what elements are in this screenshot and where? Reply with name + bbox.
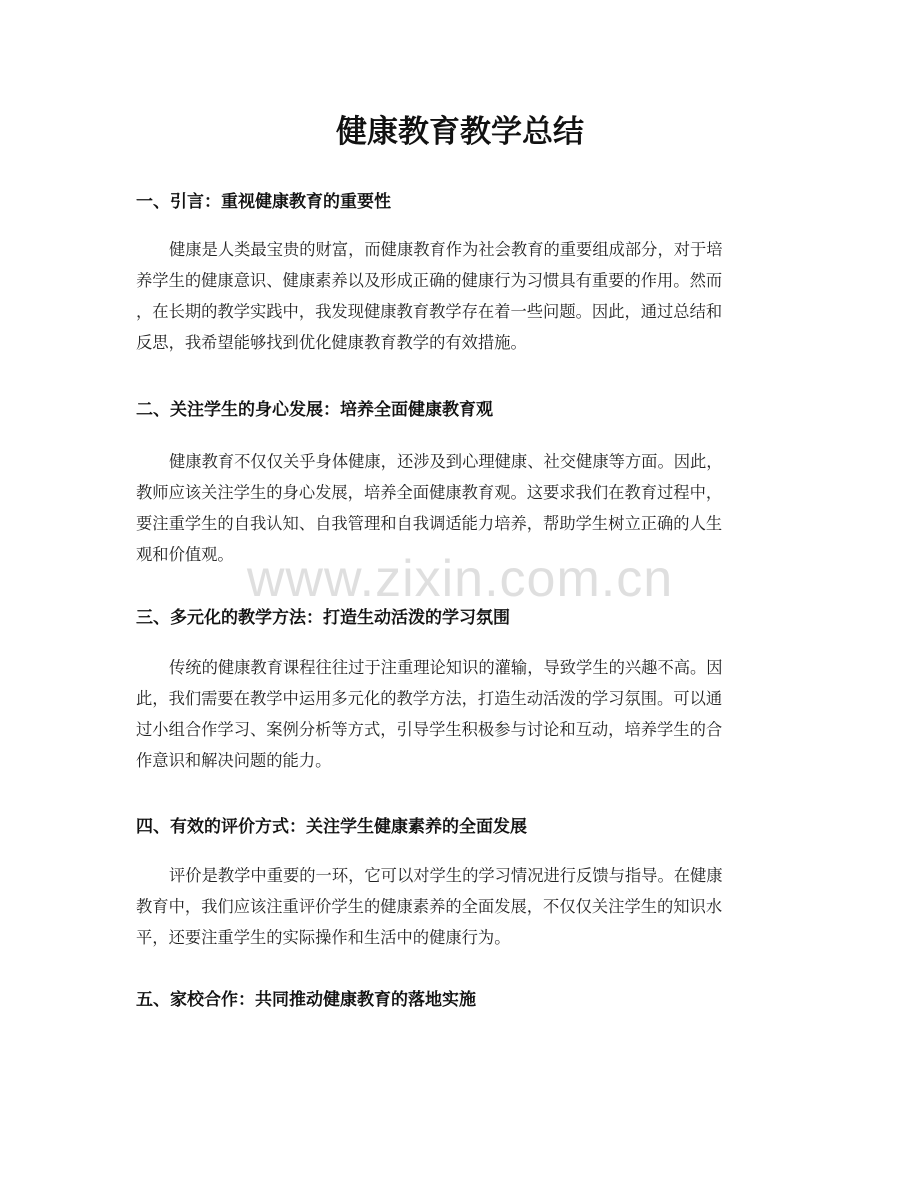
section-heading-2: 二、关注学生的身心发展：培养全面健康教育观 (136, 400, 493, 420)
section-heading-1: 一、引言：重视健康教育的重要性 (136, 192, 391, 212)
paragraph-line: ，在长期的教学实践中，我发现健康教育教学存在着一些问题。因此，通过总结和 (136, 302, 723, 321)
paragraph-line: 评价是教学中重要的一环，它可以对学生的学习情况进行反馈与指导。在健康 (169, 866, 723, 885)
paragraph-line: 平，还要注重学生的实际操作和生活中的健康行为。 (136, 928, 511, 947)
paragraph-line: 此，我们需要在教学中运用多元化的教学方法，打造生动活泼的学习氛围。可以通 (136, 689, 723, 708)
section-heading-5: 五、家校合作：共同推动健康教育的落地实施 (136, 990, 476, 1010)
watermark-text: www.zixin.com.cn (246, 550, 674, 608)
paragraph-line: 教育中，我们应该注重评价学生的健康素养的全面发展，不仅仅关注学生的知识水 (136, 897, 723, 916)
paragraph-line: 要注重学生的自我认知、自我管理和自我调适能力培养，帮助学生树立正确的人生 (136, 514, 723, 533)
section-paragraph-3 (136, 652, 786, 776)
section-paragraph-2 (136, 446, 786, 570)
paragraph-line: 教师应该关注学生的身心发展，培养全面健康教育观。这要求我们在教育过程中， (136, 483, 723, 502)
paragraph-line: 传统的健康教育课程往往过于注重理论知识的灌输，导致学生的兴趣不高。因 (169, 658, 723, 677)
paragraph-line: 过小组合作学习、案例分析等方式，引导学生积极参与讨论和互动，培养学生的合 (136, 720, 723, 739)
paragraph-line: 反思，我希望能够找到优化健康教育教学的有效措施。 (136, 333, 527, 352)
paragraph-line: 作意识和解决问题的能力。 (136, 751, 332, 770)
paragraph-line: 观和价值观。 (136, 545, 234, 564)
paragraph-line: 健康是人类最宝贵的财富，而健康教育作为社会教育的重要组成部分，对于培 (169, 240, 723, 259)
page-title: 健康教育教学总结 (336, 114, 584, 150)
paragraph-line: 养学生的健康意识、健康素养以及形成正确的健康行为习惯具有重要的作用。然而 (136, 271, 723, 290)
paragraph-line: 健康教育不仅仅关乎身体健康，还涉及到心理健康、社交健康等方面。因此， (169, 452, 723, 471)
section-paragraph-4 (136, 860, 786, 953)
section-heading-4: 四、有效的评价方式：关注学生健康素养的全面发展 (136, 817, 527, 837)
section-heading-3: 三、多元化的教学方法：打造生动活泼的学习氛围 (136, 608, 510, 628)
section-paragraph-1 (136, 234, 786, 358)
